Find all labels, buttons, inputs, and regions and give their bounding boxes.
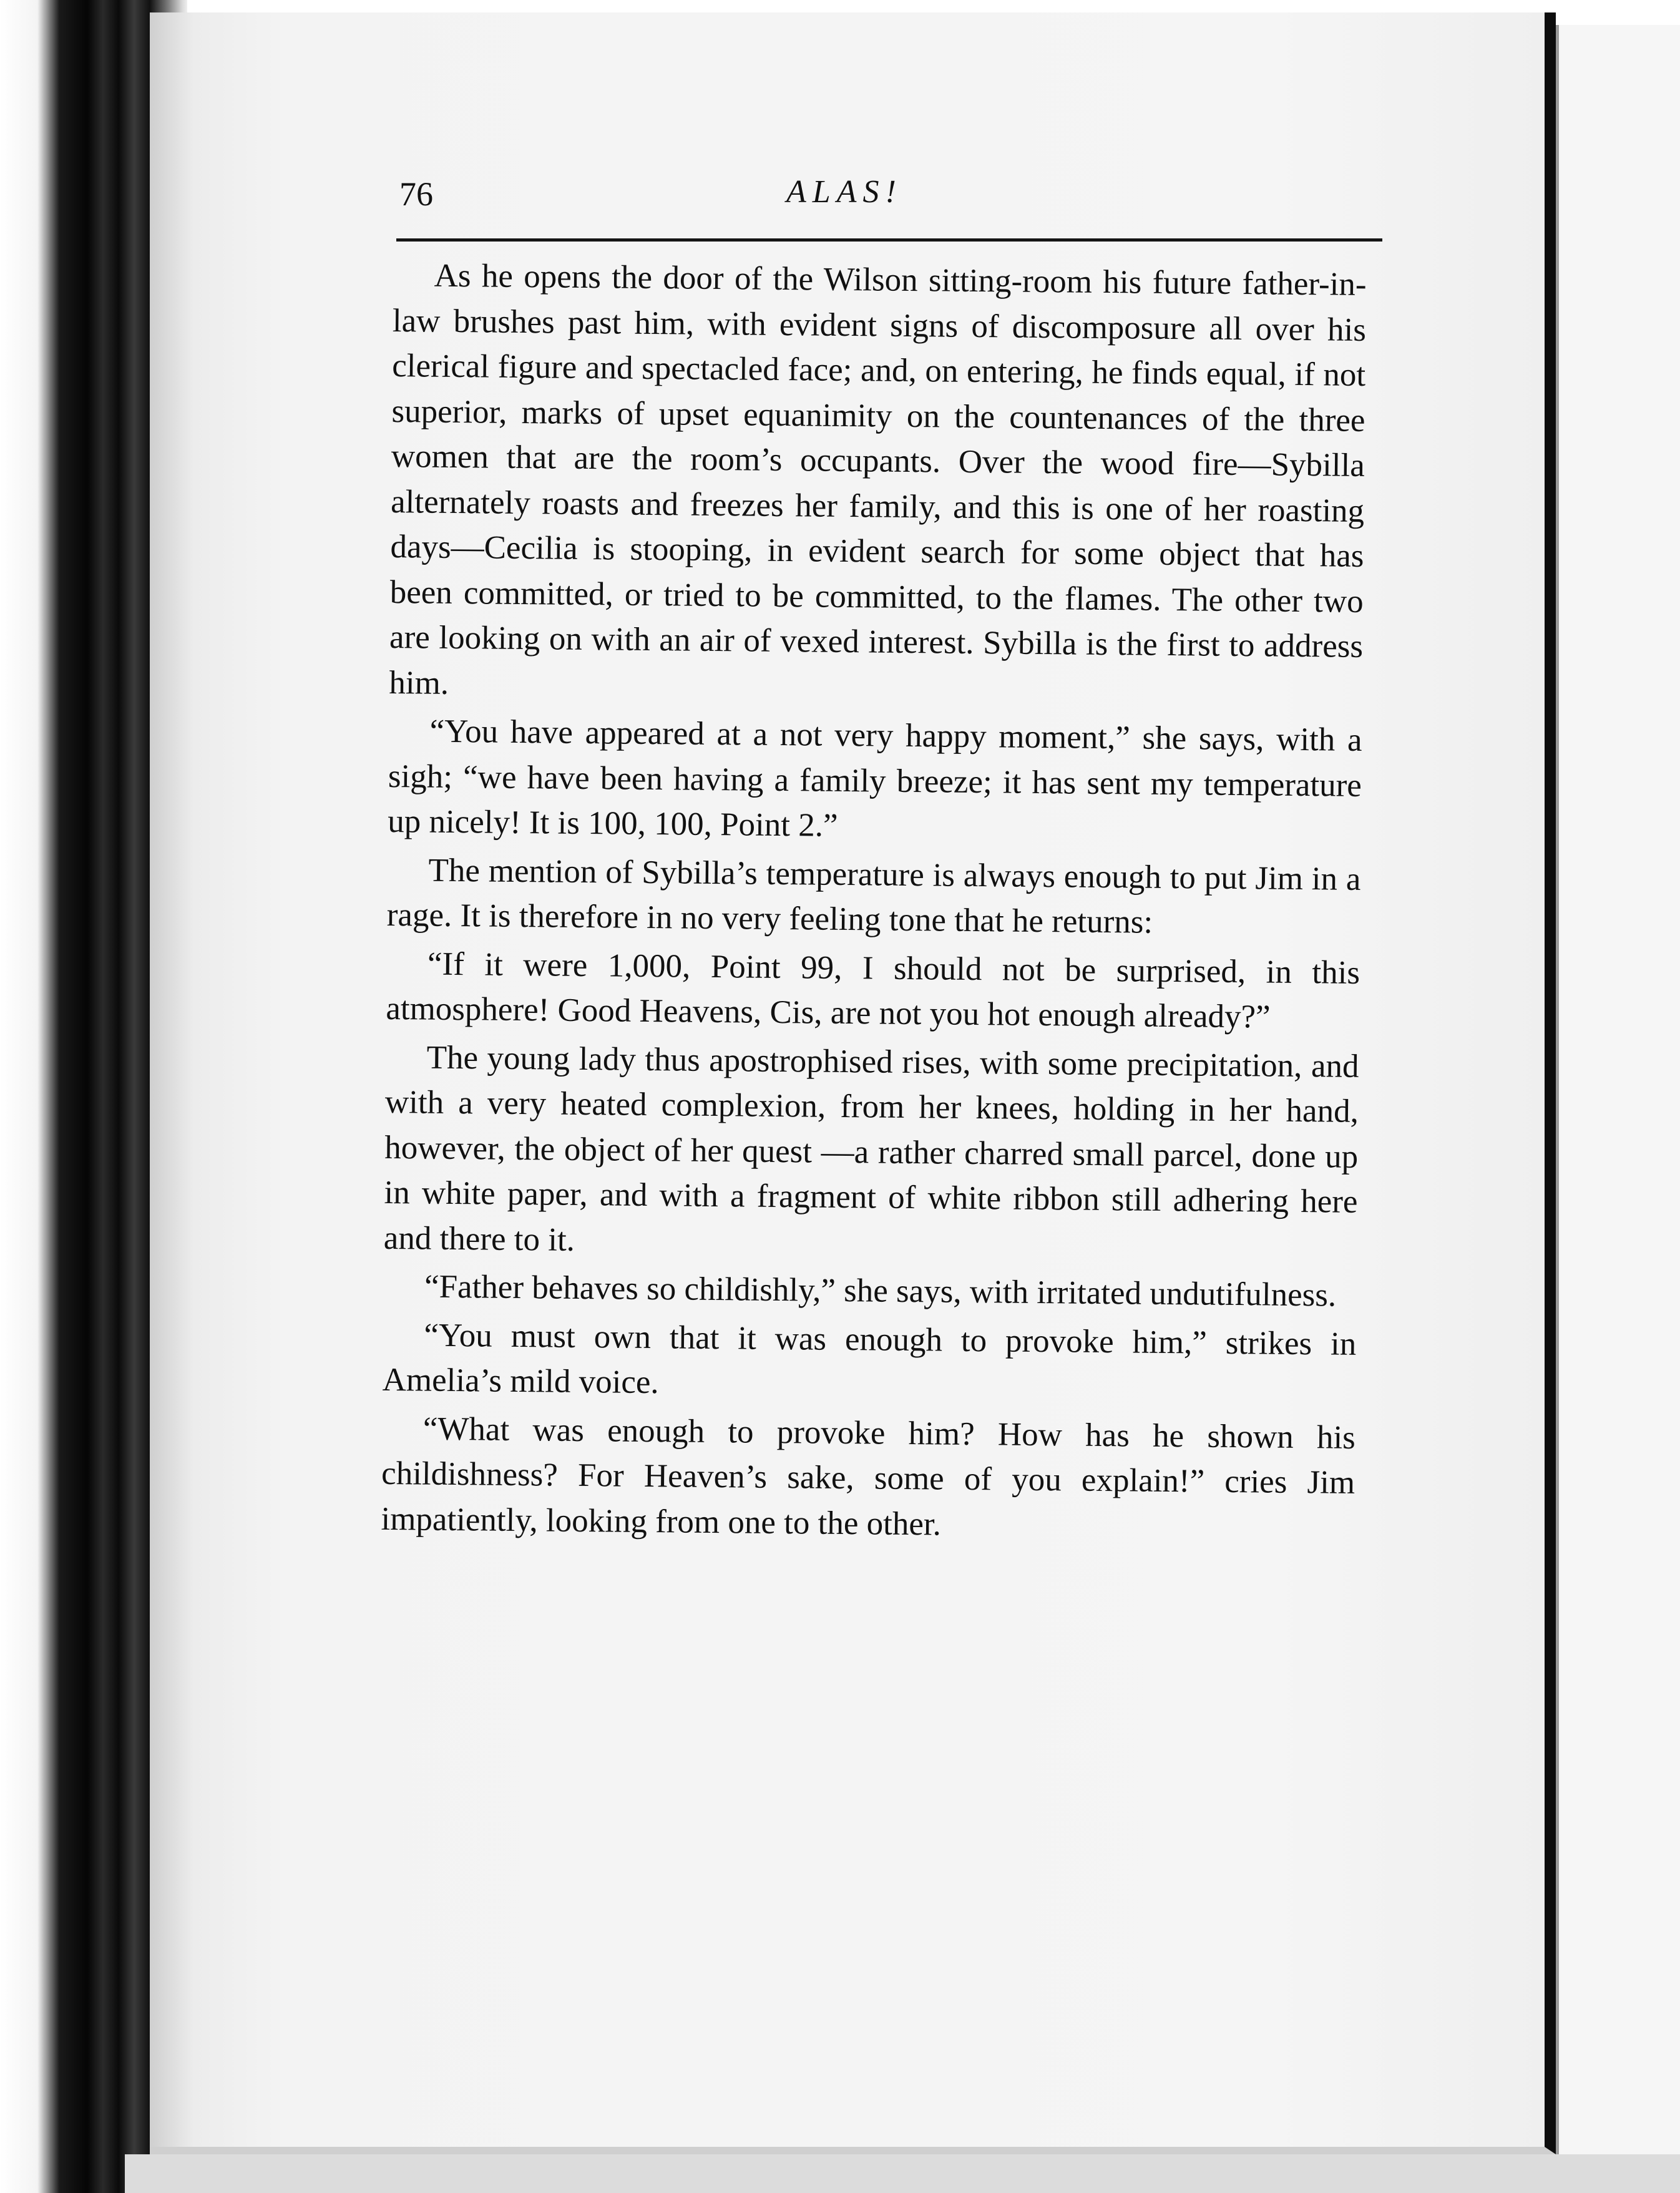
running-title: ALAS! (786, 174, 902, 210)
page-bottom-edge (125, 2154, 1680, 2193)
facing-page-edge (1555, 25, 1680, 2193)
paragraph: “You must own that it was enough to provoke him,” strikes in Amelia’s mild voice. (382, 1317, 1357, 1401)
running-head (399, 164, 1392, 220)
paragraph: As he opens the door of the Wilson sitting-room his future father-in-law brushes past him, with evident signs of discomposure all over his clerical figure and spectacled face; and, on entering, he finds equal, if not superior, marks of upset equanimity on the countenances of the three women that are the room’s occupants. Over the wood fire—Sybilla alternately roasts and freezes her family, and this is one of her roasting days—Cecilia is stooping, in evident search for some object that has been committed, or tried to be committed, to the flames. The other two are looking on with an air of vexed interest. Sybilla is the first to address him. (389, 257, 1367, 701)
paragraph: “If it were 1,000, Point 99, I should not be surprised, in this atmosphere! Good Heavens, Cis, are not you hot enough already?” (386, 945, 1360, 1035)
paragraph: The young lady thus apostrophised rises, with some precipitation, and with a very heated complexion, from her knees, holding in her hand, however, the object of her quest —a rather charred small parcel, done up in white paper, and with a fragment of white ribbon still adhering here and there to it. (383, 1039, 1359, 1258)
paragraph: “Father behaves so childishly,” she says, with irritated undutifulness. (424, 1268, 1337, 1314)
header-rule (396, 238, 1382, 242)
page-number: 76 (399, 175, 433, 213)
paragraph: The mention of Sybilla’s temperature is always enough to put Jim in a rage. It is therefore in no very feeling tone that he returns: (386, 852, 1361, 940)
paragraph: “What was enough to provoke him? How has he shown his childishness? For Heaven’s sake, some of you explain!” cries Jim impatiently, looking from one to the other. (381, 1410, 1356, 1543)
body-text (378, 253, 1367, 1910)
paragraph: “You have appeared at a not very happy moment,” she says, with a sigh; “we have been having a family breeze; it has sent my temperature up nicely! It is 100, 100, Point 2.” (387, 713, 1362, 844)
